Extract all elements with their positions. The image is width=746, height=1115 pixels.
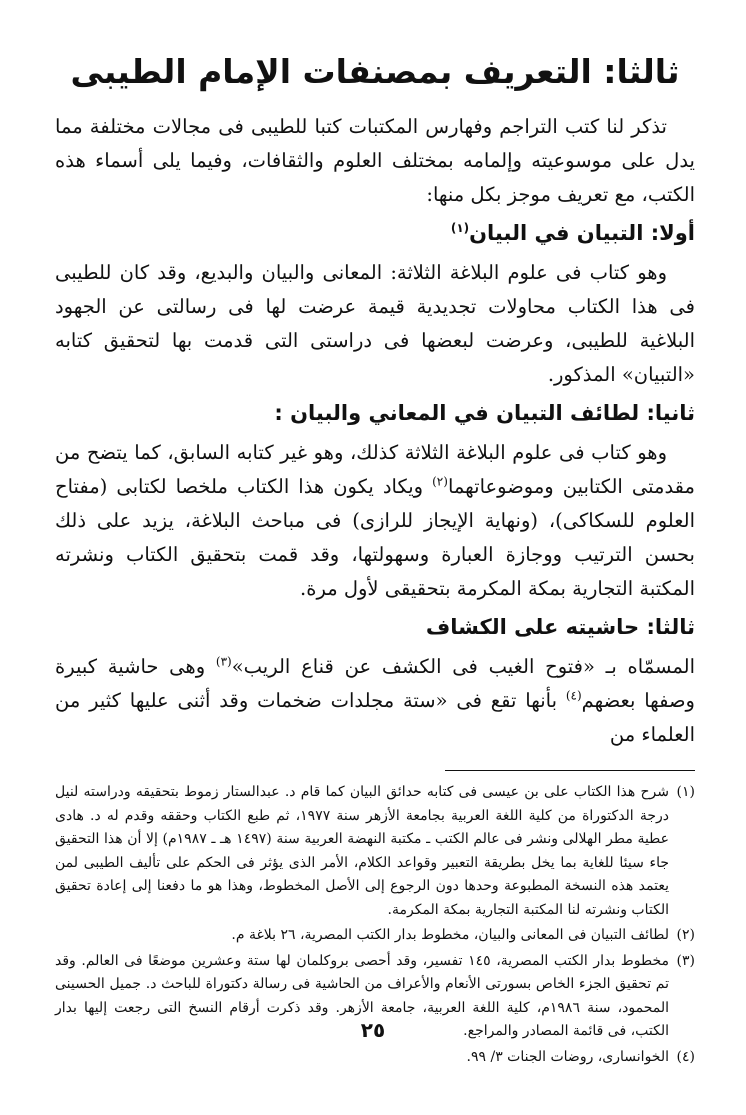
footnote-4: [55, 1046, 695, 1070]
intro-paragraph: تذكر لنا كتب التراجم وفهارس المكتبات كتبا للطيبى فى مجالات مختلفة مما يدل على موسوعيته وإلمامه بمختلف العلوم والثقافات، وفيما يلى أسماء هذه الكتب، مع تعريف موجز بكل منها:: [55, 115, 695, 206]
footnote-text: شرح هذا الكتاب على بن عيسى فى كتابه حدائق البيان كما قام د. عبدالستار زموط بتحقيقه ودراسته لنيل درجة الدكتوراة من كلية اللغة العربية بجامعة الأزهر سنة ١٩٧٧، ثم طبع الكتاب وحققه وقدم له د. هادى عطية مطر الهلالى ونشر فى عالم الكتب ـ مكتبة النهضة العربية سنة (١٤٩٧ هـ ـ ١٩٨٧م) إلا أن هذا التحقيق جاء سيئا للغاية بما يخل بطريقة التعبير وقواعد الكلام، الأمر الذى يؤثر فى الحكم على تأليف الطيبى لمن يعتمد هذه النسخة المطبوعة وحدها دون الرجوع إلى الأصل المخطوط، وهذا هو ما دفعنا إلى إعادة تحقيق الكتاب ونشرته لنا المكتبة التجارية بمكة المكرمة.: [55, 784, 670, 918]
footnote-2: [55, 924, 695, 948]
footnote-ref-4: (٤): [565, 688, 582, 703]
footnote-text: مخطوط بدار الكتب المصرية، ١٤٥ تفسير، وقد أحصى بروكلمان لها ستة وعشرين موضعًا فى العالم. وقد تم تحقيق الجزء الخاص بسورتى الأنعام والأعراف من الحاشية فى رسالة دكتوراة للباحث د. جميل الحسينى المحمود، سنة ١٩٨٦م، كلية اللغة العربية، جامعة الأزهر. وقد ذكرت أرقام النسخ التى رجعت إليها بدار الكتب، فى قائمة المصادر والمراجع.: [55, 952, 669, 1039]
footnote-1: [55, 781, 695, 922]
section-heading-3: ثالثا: حاشيته على الكشاف: [425, 615, 695, 639]
section-body-3: [55, 650, 695, 752]
footnote-divider: [445, 770, 695, 771]
footnote-number: (١): [676, 784, 695, 800]
document-page: [55, 40, 695, 1100]
section-body-3-part2: وهى حاشية كبيرة وصفها بعضهم: [55, 655, 695, 712]
footnote-text: لطائف التبيان فى المعانى والبيان، مخطوط بدار الكتب المصرية، ٢٦ بلاغة م.: [231, 927, 669, 943]
footnote-ref-2: (٢): [432, 474, 448, 489]
section-heading-1: [55, 216, 695, 250]
section-body-2-part2: ويكاد يكون هذا الكتاب ملخصا لكتابى (مفتاح العلوم للسكاكى)، (ونهاية الإيجاز للرازى) فى مباحث البلاغة، يزيد على ذلك بحسن الترتيب ووجازة العبارة وسهولتها، وقد قمت بتحقيق الكتاب ونشرته المكتبة التجارية بمكة المكرمة بتحقيقى لأول مرة.: [55, 475, 695, 600]
section-heading-2: ثانيا: لطائف التبيان في المعاني والبيان :: [274, 401, 695, 425]
footnote-number: (٣): [676, 952, 695, 969]
page-title: ثالثا: التعريف بمصنفات الإمام الطيبى: [70, 52, 680, 91]
section-body-3-part3: بأنها تقع فى «ستة مجلدات ضخمات وقد أثنى عليها كثير من العلماء من: [55, 689, 695, 746]
footnote-number: (٢): [676, 927, 695, 943]
section-body-2-part1: وهو كتاب فى علوم البلاغة الثلاثة كذلك، وهو غير كتابه السابق، كما يتضح من مقدمتى الكتابين وموضوعاتهما: [55, 441, 695, 498]
section-body-1: وهو كتاب فى علوم البلاغة الثلاثة: المعانى والبيان والبديع، وقد كان للطيبى فى هذا الكتاب محاولات تجديدية قيمة عرضت لها فى رسالتى عن الجهود البلاغية للطيبى، وعرضت لبعضها فى دراستى التى قدمت بها لتحقيق كتابه «التبيان» المذكور.: [55, 261, 695, 386]
footnote-text: الخوانسارى، روضات الجنات ٣/ ٩٩.: [466, 1048, 669, 1065]
section-body-2: [55, 436, 695, 606]
section-body-3-part1: المسمّاه بـ «فتوح الغيب فى الكشف عن قناع الريب»: [231, 655, 696, 678]
footnote-number: (٤): [676, 1048, 695, 1065]
section-heading-1-text: أولا: التبيان في البيان: [469, 221, 695, 245]
page-number: ٢٥: [360, 1018, 386, 1042]
footnote-ref-3: (٣): [215, 654, 232, 669]
footnote-ref-1: (١): [450, 221, 470, 235]
